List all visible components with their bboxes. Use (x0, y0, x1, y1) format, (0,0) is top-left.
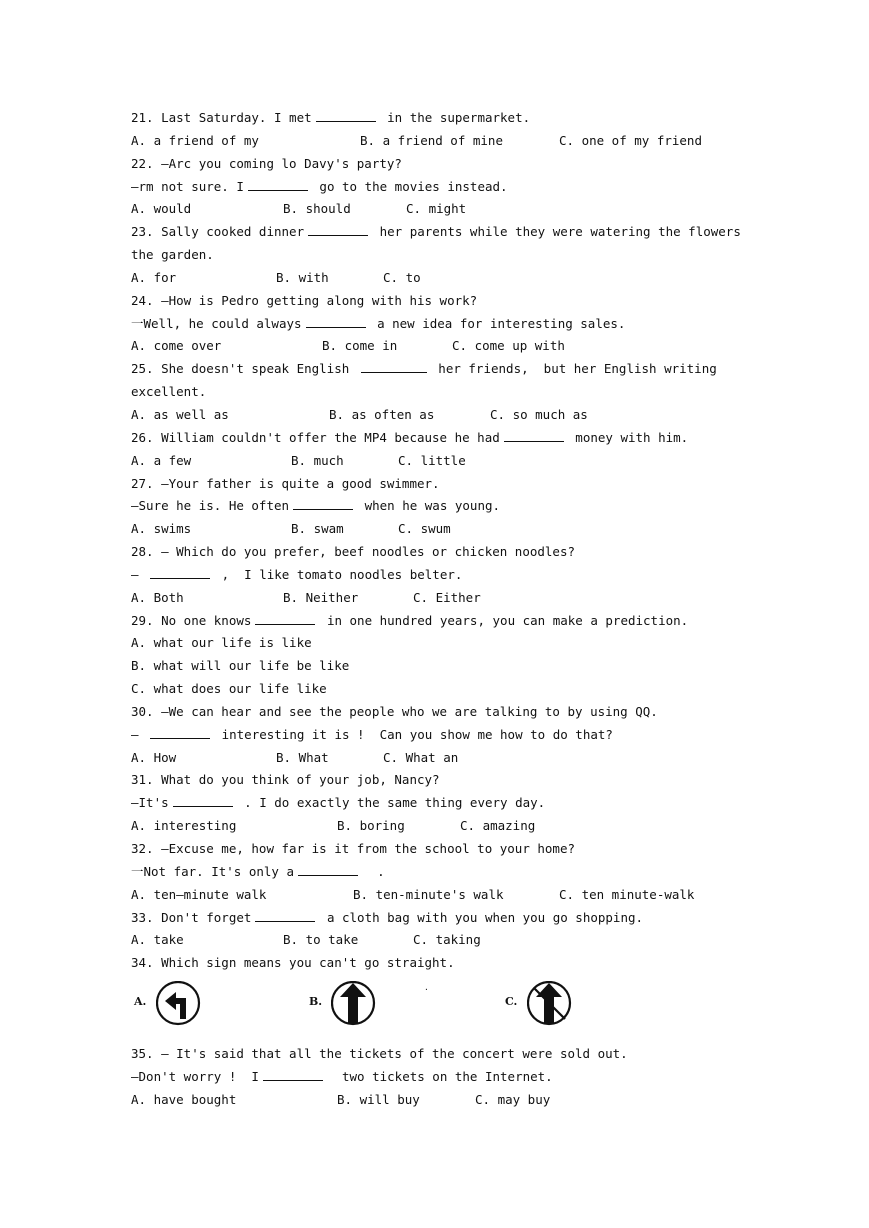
answer-blank (504, 429, 564, 442)
traffic-signs (131, 975, 751, 1043)
option-c: C. may buy (475, 1091, 551, 1107)
options-35 (131, 1089, 751, 1112)
option-c: C. amazing (460, 818, 536, 834)
option-a: A. ten—minute walk (131, 886, 267, 902)
question-text: 24. —How is Pedro getting along with his work? (131, 292, 478, 308)
question-27 (131, 473, 751, 496)
question-32 (131, 838, 751, 861)
question-25-line2 (131, 381, 751, 404)
option-c-label: C. (505, 995, 518, 1009)
options-33 (131, 929, 751, 952)
option-b: B. will buy (337, 1091, 420, 1107)
answer-blank (255, 909, 315, 922)
answer-blank (173, 794, 233, 807)
question-35 (131, 1043, 751, 1066)
question-text: two tickets on the Internet. (326, 1068, 553, 1084)
question-text: —rm not sure. I (131, 178, 244, 194)
question-31 (131, 769, 751, 792)
question-text: 22. —Arc you coming lo Davy's party? (131, 155, 402, 171)
options-25 (131, 404, 751, 427)
options-28 (131, 587, 751, 610)
question-text: 31. What do you think of your job, Nancy? (131, 772, 440, 788)
options-21 (131, 130, 751, 153)
question-text: 28. — Which do you prefer, beef noodles or chicken noodles? (131, 544, 576, 560)
question-text: 一Not far. It's only a (131, 863, 295, 879)
question-text: 27. —Your father is quite a good swimmer. (131, 475, 440, 491)
option-c: C. one of my friend (559, 132, 702, 148)
option-c: C. come up with (452, 338, 565, 354)
option-a: A. Both (131, 589, 184, 605)
option-b-label: B. (309, 995, 323, 1009)
option-b: B. come in (322, 338, 398, 354)
question-text: . I do exactly the same thing every day. (236, 795, 546, 811)
option-a: A. have bought (131, 1091, 237, 1107)
option-b: B. What (276, 749, 329, 765)
question-text: money with him. (567, 429, 689, 445)
answer-blank (316, 109, 376, 122)
option-b: B. Neither (283, 589, 359, 605)
exam-page (131, 107, 751, 1112)
stray-mark: · (424, 985, 429, 995)
option-a: A. for (131, 269, 177, 285)
question-21 (131, 107, 751, 130)
option-c: C. What an (383, 749, 459, 765)
answer-blank (306, 315, 366, 328)
question-text: a new idea for interesting sales. (369, 315, 626, 331)
question-text: go to the movies instead. (311, 178, 508, 194)
turn-left-sign-icon (156, 981, 204, 1029)
question-28-line2 (131, 564, 751, 587)
question-text: a cloth bag with you when you go shopping. (319, 909, 644, 925)
option-a: A. a few (131, 452, 192, 468)
option-c: C. might (406, 201, 467, 217)
question-29 (131, 610, 751, 633)
question-text: 35. — It's said that all the tickets of the concert were sold out. (131, 1046, 628, 1062)
answer-blank (361, 360, 427, 373)
option-c: C. Either (413, 589, 481, 605)
answer-blank (263, 1068, 323, 1081)
question-text: in one hundred years, you can make a prediction. (319, 612, 689, 628)
straight-arrow-sign-icon (331, 981, 379, 1029)
option-c: C. taking (413, 932, 481, 948)
options-22 (131, 198, 751, 221)
question-text: 21. Last Saturday. I met (131, 110, 312, 125)
no-straight-sign-icon (527, 981, 575, 1029)
question-text: 23. Sally cooked dinner (131, 224, 305, 240)
sign-option-c (505, 981, 705, 1029)
question-text: her parents while they were watering the flowers (372, 224, 741, 240)
question-text: , I like tomato noodles belter. (214, 566, 463, 582)
option-b: B. boring (337, 818, 405, 834)
answer-blank (293, 497, 353, 510)
question-22-line2 (131, 176, 751, 199)
option-b: B. ten-minute's walk (353, 886, 504, 902)
option-a: A. take (131, 932, 184, 948)
option-a: A. as well as (131, 406, 229, 422)
option-a: A. a friend of my (131, 132, 259, 148)
options-26 (131, 450, 751, 473)
question-text: interesting it is ! Can you show me how to do that? (214, 726, 613, 742)
option-a: A. How (131, 749, 177, 765)
answer-blank (308, 223, 368, 236)
options-24 (131, 335, 751, 358)
options-30 (131, 747, 751, 770)
question-27-line2 (131, 495, 751, 518)
question-23-line2 (131, 244, 751, 267)
answer-blank (150, 566, 210, 579)
question-text: —Sure he is. He often (131, 498, 290, 514)
question-text: 29. No one knows (131, 612, 252, 628)
question-35-line2 (131, 1066, 751, 1089)
question-text: excellent. (131, 384, 207, 400)
option-c: C. little (398, 452, 466, 468)
question-33 (131, 907, 751, 930)
question-30-line2 (131, 724, 751, 747)
options-29b (131, 655, 751, 678)
question-text: her friends, but her English writing (430, 361, 717, 377)
question-text: 26. William couldn't offer the MP4 because he had (131, 429, 500, 445)
answer-blank (150, 726, 210, 739)
question-text: 34. Which sign means you can't go straight. (131, 955, 455, 971)
question-22 (131, 153, 751, 176)
answer-blank (255, 612, 315, 625)
question-text: — (131, 726, 147, 742)
question-text: —It's (131, 795, 169, 811)
question-text: . (362, 863, 385, 879)
question-32-line2 (131, 861, 751, 884)
question-text: — (131, 566, 147, 582)
question-25 (131, 358, 751, 381)
question-24 (131, 290, 751, 313)
option-a: A. come over (131, 338, 222, 354)
options-27 (131, 518, 751, 541)
option-a: A. would (131, 201, 192, 217)
options-29c (131, 678, 751, 701)
question-23 (131, 221, 751, 244)
option-c: C. what does our life like (131, 681, 327, 697)
option-b: B. swam (291, 521, 344, 537)
question-text: 32. —Excuse me, how far is it from the school to your home? (131, 841, 576, 856)
options-29a (131, 632, 751, 655)
options-31 (131, 815, 751, 838)
option-c: C. swum (398, 521, 451, 537)
question-text: when he was young. (357, 498, 501, 514)
question-text: in the supermarket. (379, 110, 531, 125)
question-26 (131, 427, 751, 450)
sign-option-a (134, 981, 334, 1029)
option-b: B. with (276, 269, 329, 285)
question-text: 25. She doesn't speak English (131, 361, 357, 377)
question-28 (131, 541, 751, 564)
sign-option-b (309, 981, 509, 1029)
question-text: the garden. (131, 247, 214, 263)
question-24-line2 (131, 313, 751, 336)
question-text: 30. —We can hear and see the people who we are talking to by using QQ. (131, 703, 658, 719)
question-text: 一Well, he could always (131, 315, 302, 331)
option-b: B. as often as (329, 406, 435, 422)
options-32 (131, 884, 751, 907)
option-a: A. swims (131, 521, 192, 537)
option-c: C. to (383, 269, 421, 285)
option-b: B. should (283, 201, 351, 217)
option-c: C. so much as (490, 406, 588, 422)
option-a-label: A. (134, 995, 147, 1009)
answer-blank (248, 178, 308, 191)
option-b: B. much (291, 452, 344, 468)
options-23 (131, 267, 751, 290)
option-a: A. what our life is like (131, 635, 312, 651)
question-31-line2 (131, 792, 751, 815)
question-text: 33. Don't forget (131, 909, 252, 925)
option-a: A. interesting (131, 818, 237, 834)
answer-blank (298, 863, 358, 876)
option-b: B. what will our life be like (131, 658, 350, 674)
option-b: B. to take (283, 932, 359, 948)
option-c: C. ten minute-walk (559, 886, 695, 902)
option-b: B. a friend of mine (360, 132, 503, 148)
question-text: —Don't worry ! I (131, 1068, 259, 1084)
question-30 (131, 701, 751, 724)
question-34 (131, 952, 751, 975)
